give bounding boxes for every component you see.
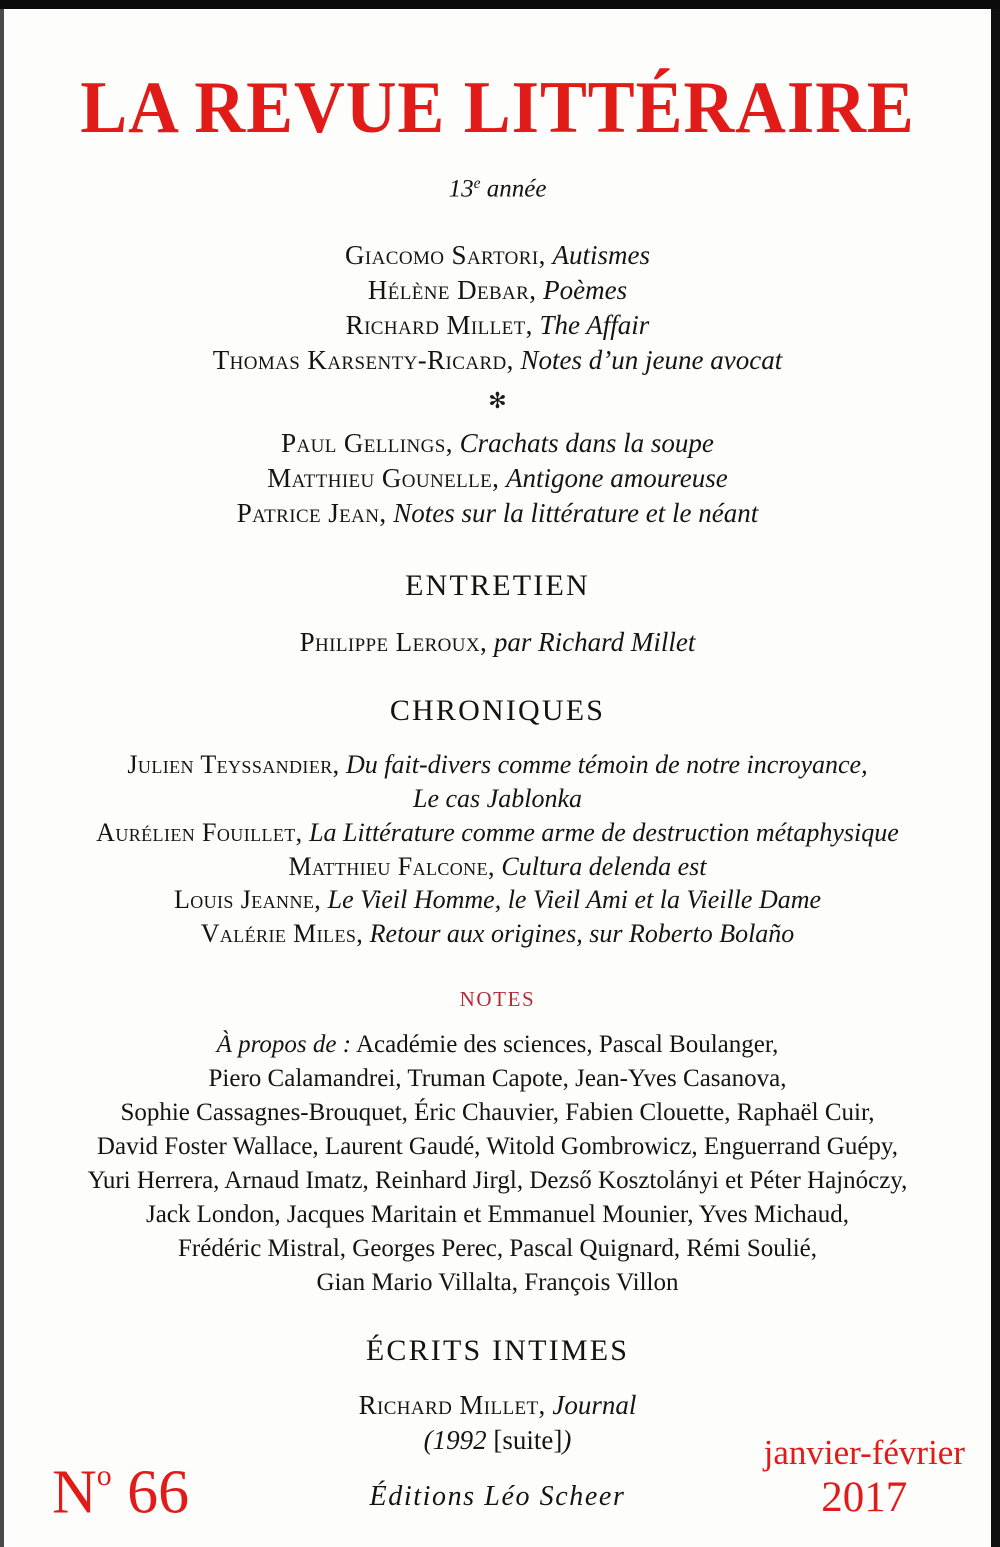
contribution-title: par Richard Millet bbox=[493, 627, 696, 658]
contributor-name: Patrice Jean, bbox=[236, 498, 387, 529]
asterisk-separator: ✻ bbox=[488, 387, 507, 413]
issue-year: 2017 bbox=[821, 1474, 908, 1521]
year-word: année bbox=[486, 175, 547, 203]
list-item bbox=[4, 748, 991, 816]
sommaire-block-one bbox=[4, 238, 991, 378]
issue-month: janvier-février bbox=[763, 1433, 965, 1472]
contributor-name: Valérie Miles, bbox=[200, 919, 364, 949]
section-heading-notes: NOTES bbox=[459, 987, 536, 1012]
contribution-title: Notes d’un jeune avocat bbox=[520, 344, 783, 375]
contributor-name: Paul Gellings, bbox=[281, 427, 453, 458]
list-item bbox=[4, 917, 991, 951]
issue-number-prefix: N bbox=[52, 1458, 97, 1526]
notes-line: Jack London, Jacques Maritain et Emmanuel Mounier, Yves Michaud, bbox=[145, 1201, 850, 1229]
publisher-name: Éditions Léo Scheer bbox=[369, 1481, 626, 1512]
contribution-title: Autismes bbox=[552, 239, 650, 270]
list-item bbox=[4, 816, 991, 850]
list-item bbox=[4, 850, 991, 884]
contribution-title: La Littérature comme arme de destruction métaphysique bbox=[309, 817, 899, 847]
journal-suite: [suite] bbox=[486, 1425, 563, 1456]
list-item bbox=[4, 426, 991, 461]
scan-edge-top bbox=[0, 0, 1000, 9]
contribution-title: Le Vieil Homme, le Vieil Ami et la Vieille Dame bbox=[327, 885, 822, 915]
journal-paren-close: ) bbox=[562, 1425, 572, 1456]
section-heading-chroniques: CHRONIQUES bbox=[389, 694, 606, 728]
notes-line: David Foster Wallace, Laurent Gaudé, Witold Gombrowicz, Enguerrand Guépy, bbox=[96, 1133, 899, 1161]
list-item bbox=[4, 273, 991, 308]
list-item bbox=[4, 308, 991, 343]
issue-number-ordinal: o bbox=[96, 1458, 112, 1492]
contributor-name: Philippe Leroux, bbox=[299, 627, 488, 658]
notes-list bbox=[4, 1028, 991, 1300]
contributor-name: Thomas Karsenty-Ricard, bbox=[212, 344, 514, 375]
list-item bbox=[4, 461, 991, 496]
list-item bbox=[4, 238, 991, 273]
contributor-name: Hélène Debar, bbox=[367, 274, 537, 305]
journal-year: (1992 bbox=[423, 1425, 487, 1456]
contribution-title: Retour aux origines, sur Roberto Bolaño bbox=[369, 919, 795, 949]
contribution-title: The Affair bbox=[539, 309, 650, 340]
chroniques-list bbox=[4, 748, 991, 951]
notes-lead-in: À propos de : bbox=[216, 1031, 352, 1059]
contribution-title: Cultura delenda est bbox=[501, 851, 707, 881]
issue-number-value: 66 bbox=[127, 1458, 190, 1526]
entretien-entry bbox=[4, 625, 991, 660]
contribution-title-continued: Le cas Jablonka bbox=[413, 784, 582, 814]
contribution-title: Crachats dans la soupe bbox=[459, 427, 714, 458]
contributor-name: Giacomo Sartori, bbox=[345, 239, 546, 270]
magazine-title: LA REVUE LITTÉRAIRE bbox=[80, 67, 915, 149]
contributor-name: Aurélien Fouillet, bbox=[96, 817, 303, 847]
year-number: 13 bbox=[448, 175, 474, 203]
notes-line: Gian Mario Villalta, François Villon bbox=[316, 1269, 679, 1297]
list-item bbox=[4, 496, 991, 531]
contributor-name: Matthieu Gounelle, bbox=[267, 462, 500, 493]
list-item bbox=[4, 883, 991, 917]
sommaire-block-two bbox=[4, 426, 991, 531]
notes-line bbox=[4, 1028, 991, 1062]
contributor-name: Louis Jeanne, bbox=[173, 885, 322, 915]
contribution-title: Journal bbox=[552, 1390, 637, 1421]
scan-edge-right bbox=[991, 9, 1000, 1547]
notes-line: Yuri Herrera, Arnaud Imatz, Reinhard Jirgl, Dezső Kosztolányi et Péter Hajnóczy, bbox=[87, 1167, 908, 1195]
contributor-name: Richard Millet, bbox=[345, 309, 533, 340]
notes-line: Piero Calamandrei, Truman Capote, Jean-Yves Casanova, bbox=[208, 1065, 787, 1093]
section-heading-ecrits-intimes: ÉCRITS INTIMES bbox=[365, 1334, 630, 1368]
notes-names: Académie des sciences, Pascal Boulanger, bbox=[355, 1031, 779, 1059]
contribution-title: Antigone amoureuse bbox=[506, 462, 728, 493]
issue-date bbox=[764, 1435, 965, 1519]
notes-line: Sophie Cassagnes-Brouquet, Éric Chauvier, Fabien Clouette, Raphaël Cuir, bbox=[120, 1099, 875, 1127]
cover-footer bbox=[4, 1401, 991, 1529]
contributor-name: Julien Teyssandier, bbox=[127, 750, 340, 780]
list-item bbox=[4, 343, 991, 378]
contribution-title: Poèmes bbox=[543, 274, 628, 305]
section-heading-entretien: ENTRETIEN bbox=[405, 569, 590, 603]
contributor-name: Richard Millet, bbox=[358, 1390, 546, 1421]
contribution-title: Du fait-divers comme témoin de notre incroyance, bbox=[346, 750, 868, 780]
contribution-title: Notes sur la littérature et le néant bbox=[393, 498, 759, 529]
year-ordinal-suffix: e bbox=[473, 175, 481, 192]
contributor-name: Matthieu Falcone, bbox=[288, 851, 495, 881]
year-of-publication bbox=[4, 175, 991, 204]
notes-line: Frédéric Mistral, Georges Perec, Pascal Quignard, Rémi Soulié, bbox=[178, 1235, 817, 1263]
cover-page bbox=[4, 9, 991, 1547]
